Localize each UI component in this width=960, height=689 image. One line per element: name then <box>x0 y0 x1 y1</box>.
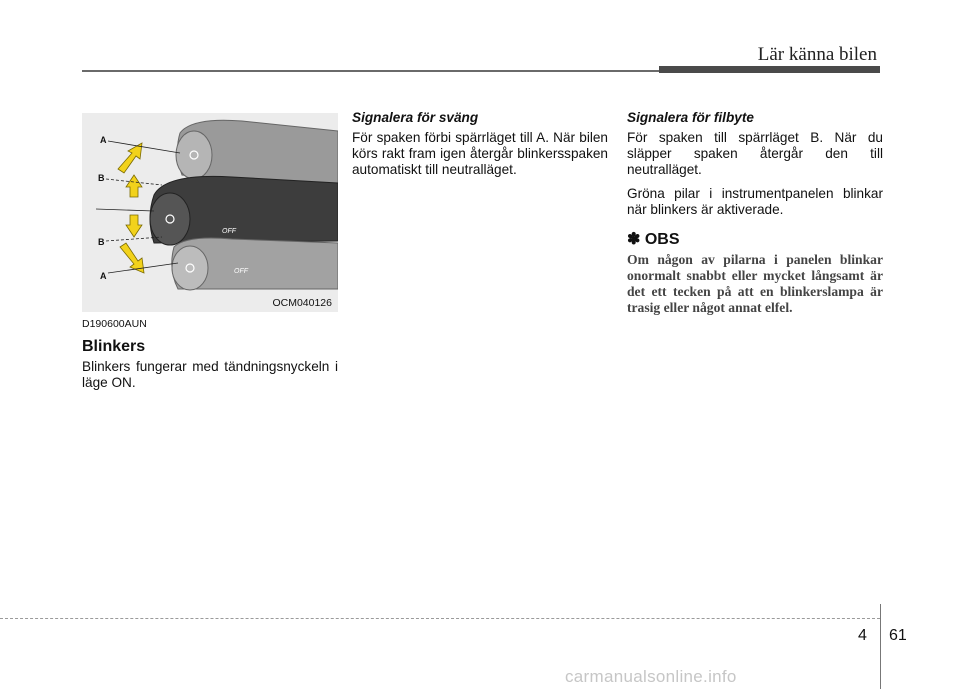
header-rule-accent <box>659 66 880 73</box>
section-heading: Blinkers <box>82 338 146 355</box>
column-signal-turn <box>352 110 608 186</box>
header-rule <box>82 70 659 72</box>
watermark: carmanualsonline.info <box>565 667 737 686</box>
column-blinkers <box>82 316 338 399</box>
label-a-lower: A <box>100 271 107 281</box>
label-a-upper: A <box>100 135 107 145</box>
arrow-up-b-icon <box>126 175 142 197</box>
footer-separator <box>880 604 881 689</box>
subsection-body-2: Gröna pilar i instrumentpanelen blinkar när blinkers är aktiverade. <box>627 186 883 217</box>
arrow-down-b-icon <box>126 215 142 237</box>
subsection-heading: Signalera för sväng <box>352 110 479 125</box>
column-lane-change <box>627 110 883 324</box>
page-number: 61 <box>889 627 907 644</box>
note-heading: ✽ OBS <box>627 231 680 248</box>
chapter-number: 4 <box>858 627 867 644</box>
label-b-upper: B <box>98 173 105 183</box>
note-body: Om någon av pilarna i panelen blinkar onormalt snabbt eller mycket långsamt är det ett tecken på att en blinkerslampa är trasig eller något annat elfel. <box>627 252 883 315</box>
stalk-off-text-1: OFF <box>222 228 236 235</box>
subsection-heading: Signalera för filbyte <box>627 110 754 125</box>
upper-stalk-cap <box>176 131 212 179</box>
lower-stalk-cap <box>172 246 208 290</box>
turn-signal-figure <box>82 113 338 312</box>
stalk-off-text-2: OFF <box>234 268 248 275</box>
arrow-up-a-icon <box>118 143 142 173</box>
subsection-body-1: För spaken till spärrläget B. När du släpper spaken återgår den till neutralläget. <box>627 130 883 177</box>
chapter-title: Lär känna bilen <box>757 44 877 65</box>
turn-signal-stalk-illustration <box>82 113 338 312</box>
section-body: Blinkers fungerar med tändningsnyckeln i läge ON. <box>82 359 338 390</box>
label-b-lower: B <box>98 237 105 247</box>
figure-code: OCM040126 <box>272 297 332 309</box>
footer-rule <box>0 618 880 620</box>
subsection-body: För spaken förbi spärrläget till A. När bilen körs rakt fram igen återgår blinkersspaken automatiskt till neutralläget. <box>352 130 608 177</box>
section-code: D190600AUN <box>82 318 147 330</box>
